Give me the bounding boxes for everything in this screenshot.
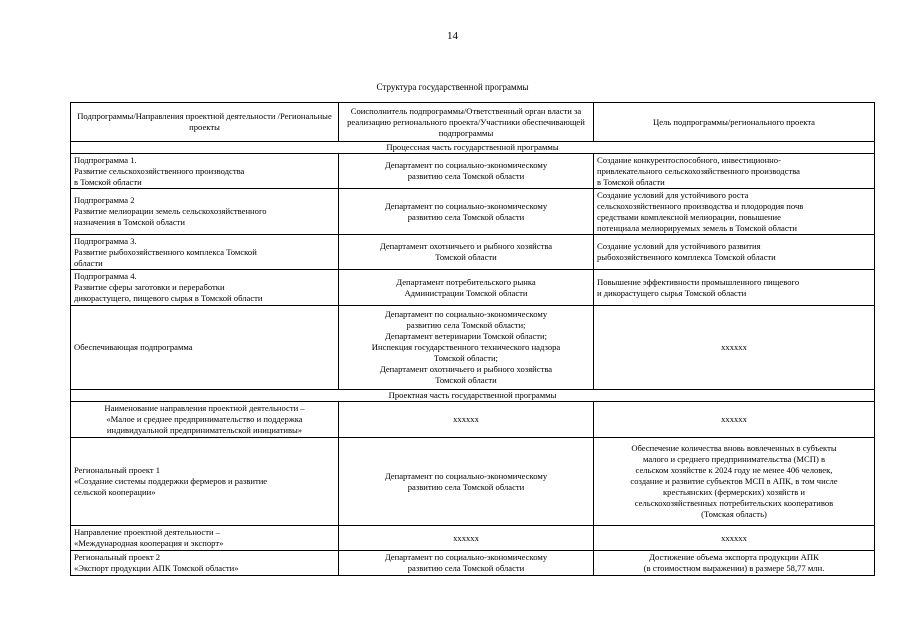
table-row	[71, 402, 875, 438]
row-subprogram-cell: Подпрограмма 4. Развитие сферы заготовки и переработки дикорастущего, пищевого сырья в Томской области	[71, 270, 339, 306]
row-goal-cell: Обеспечение количества вновь вовлеченных в субъекты малого и среднего предпринимательства (МСП) в сельском хозяйстве к 2024 году не менее 406 человек, создание и развитие субъектов МСП в АПК, в том числе крестьянских (фермерских) хозяйств и сельскохозяйственных потребительских кооперативов (Томская область)	[594, 438, 875, 526]
section-project-label: Проектная часть государственной программы	[71, 390, 875, 402]
table-row	[71, 270, 875, 306]
row-subprogram-cell: Региональный проект 2 «Экспорт продукции АПК Томской области»	[71, 551, 339, 576]
row-goal-cell: хххххх	[594, 306, 875, 390]
section-process-label: Процессная часть государственной программы	[71, 142, 875, 154]
row-executor-cell: Департамент потребительского рынка Администрации Томской области	[339, 270, 594, 306]
section-row-process	[71, 142, 875, 154]
program-structure-table	[70, 102, 875, 576]
row-executor-cell: Департамент по социально-экономическому развитию села Томской области	[339, 154, 594, 189]
table-row	[71, 438, 875, 526]
row-executor-cell: Департамент охотничьего и рыбного хозяйства Томской области	[339, 235, 594, 270]
row-goal-cell: хххххх	[594, 526, 875, 551]
row-executor-cell: Департамент по социально-экономическому развитию села Томской области; Департамент ветеринарии Томской области; Инспекция государственного технического надзора Томской области; Департамент охотничьего и рыбного хозяйства Томской области	[339, 306, 594, 390]
header-subprograms: Подпрограммы/Направления проектной деятельности /Региональные проекты	[71, 103, 339, 142]
row-subprogram-cell: Обеспечивающая подпрограмма	[71, 306, 339, 390]
row-executor-cell: Департамент по социально-экономическому развитию села Томской области	[339, 551, 594, 576]
row-goal-cell: Повышение эффективности промышленного пищевого и дикорастущего сырья Томской области	[594, 270, 875, 306]
header-row	[71, 103, 875, 142]
row-goal-cell: хххххх	[594, 402, 875, 438]
row-executor-cell: Департамент по социально-экономическому развитию села Томской области	[339, 438, 594, 526]
row-executor-cell: хххххх	[339, 402, 594, 438]
row-subprogram-cell: Направление проектной деятельности – «Международная кооперация и экспорт»	[71, 526, 339, 551]
row-goal-cell: Создание условий для устойчивого роста сельскохозяйственного производства и плодородия почв средствами комплексной мелиорации, повышение потенциала мелиорируемых земель в Томской области	[594, 189, 875, 235]
row-subprogram-cell: Подпрограмма 3. Развитие рыбохозяйственного комплекса Томской области	[71, 235, 339, 270]
row-subprogram-cell: Подпрограмма 2 Развитие мелиорации земель сельскохозяйственного назначения в Томской области	[71, 189, 339, 235]
row-executor-cell: хххххх	[339, 526, 594, 551]
row-subprogram-cell: Подпрограмма 1. Развитие сельскохозяйственного производства в Томской области	[71, 154, 339, 189]
section-row-project	[71, 390, 875, 402]
page-number: 14	[447, 30, 458, 42]
table-row	[71, 526, 875, 551]
table-row	[71, 189, 875, 235]
row-goal-cell: Достижение объема экспорта продукции АПК (в стоимостном выражении) в размере 58,77 млн.	[594, 551, 875, 576]
table-row	[71, 235, 875, 270]
table-title: Структура государственной программы	[376, 82, 529, 92]
row-goal-cell: Создание условий для устойчивого развития рыбохозяйственного комплекса Томской области	[594, 235, 875, 270]
header-executor: Соисполнитель подпрограммы/Ответственный орган власти за реализацию регионального проекта/Участники обеспечивающей подпрограммы	[339, 103, 594, 142]
table-row	[71, 551, 875, 576]
row-executor-cell: Департамент по социально-экономическому развитию села Томской области	[339, 189, 594, 235]
table-row	[71, 154, 875, 189]
row-goal-cell: Создание конкурентоспособного, инвестиционно- привлекательного сельскохозяйственного производства в Томской области	[594, 154, 875, 189]
table-row	[71, 306, 875, 390]
row-subprogram-cell: Региональный проект 1 «Создание системы поддержки фермеров и развитие сельской кооперации»	[71, 438, 339, 526]
row-subprogram-cell: Наименование направления проектной деятельности – «Малое и среднее предпринимательство и поддержка индивидуальной предпринимательской инициативы»	[71, 402, 339, 438]
header-goal: Цель подпрограммы/регионального проекта	[594, 103, 875, 142]
